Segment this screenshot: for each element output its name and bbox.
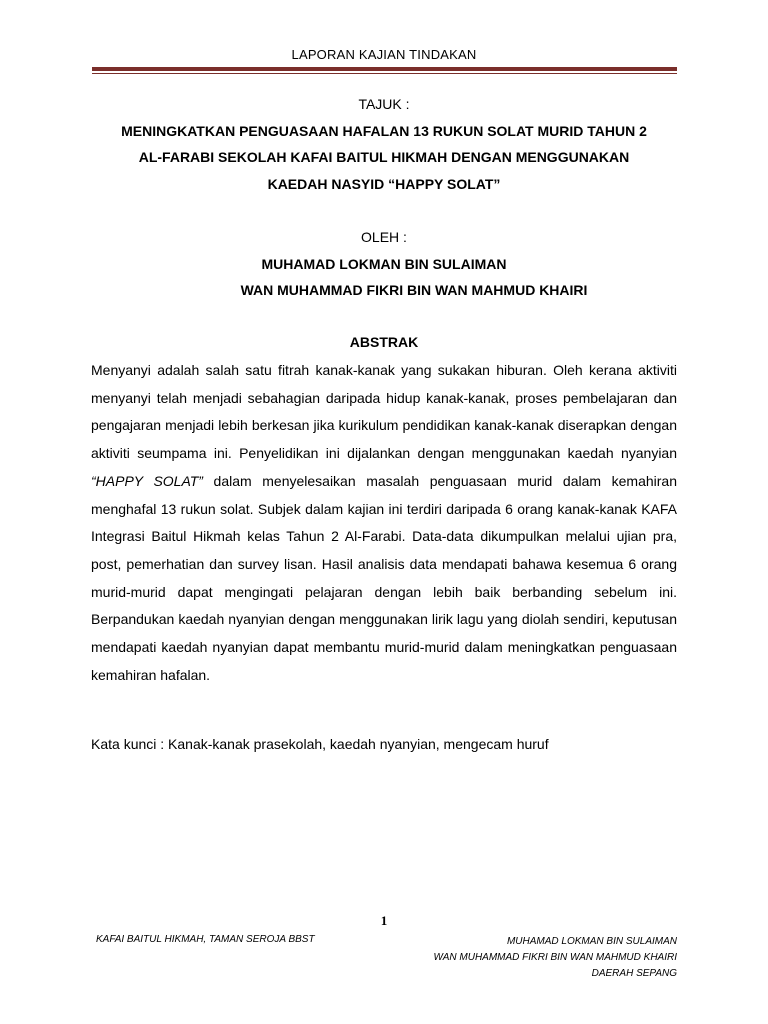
header-rule-thin: [92, 73, 677, 74]
abstract-body: [91, 357, 677, 689]
title-label: TAJUK :: [358, 96, 410, 112]
authors-label: OLEH :: [361, 229, 407, 245]
title-line-1: MENINGKATKAN PENGUASAAN HAFALAN 13 RUKUN SOLAT MURID TAHUN 2: [121, 123, 647, 139]
title-line-2: AL-FARABI SEKOLAH KAFAI BAITUL HIKMAH DENGAN MENGGUNAKAN: [138, 149, 630, 165]
footer-right: [433, 934, 677, 982]
footer-right-line-2: WAN MUHAMMAD FIKRI BIN WAN MAHMUD KHAIRI: [433, 952, 677, 963]
author-name-1: MUHAMAD LOKMAN BIN SULAIMAN: [261, 256, 507, 272]
footer-right-line-1: MUHAMAD LOKMAN BIN SULAIMAN: [506, 936, 677, 947]
abstract-quote: “HAPPY SOLAT”: [91, 472, 203, 489]
abstract-text-part-1: Menyanyi adalah salah satu fitrah kanak-kanak yang sukakan hiburan. Oleh kerana aktiviti menyanyi telah menjadi sebahagian daripada hidup kanak-kanak, proses pembelajaran dan pengajaran menjadi lebih berkesan jika kurikulum pendidikan kanak-kanak diserapkan dengan aktiviti seumpama ini. Penyelidikan ini dijalankan dengan menggunakan kaedah nyanyian: [91, 362, 677, 462]
footer-left: KAFAI BAITUL HIKMAH, TAMAN SEROJA BBST: [96, 934, 315, 945]
running-header: LAPORAN KAJIAN TINDAKAN: [291, 47, 477, 62]
abstract-paragraph: [91, 357, 677, 689]
keywords: Kata kunci : Kanak-kanak prasekolah, kaedah nyanyian, mengecam huruf: [91, 736, 549, 752]
title-line-3: KAEDAH NASYID “HAPPY SOLAT”: [267, 176, 501, 192]
header-rule-thick: [92, 67, 677, 71]
footer-right-line-3: DAERAH SEPANG: [591, 968, 677, 979]
abstract-heading: ABSTRAK: [349, 334, 419, 350]
author-name-2: WAN MUHAMMAD FIKRI BIN WAN MAHMUD KHAIRI: [240, 282, 588, 298]
page-number: 1: [380, 913, 388, 928]
abstract-text-part-2: dalam menyelesaikan masalah penguasaan murid dalam kemahiran menghafal 13 rukun solat. Subjek dalam kajian ini terdiri daripada 6 orang kanak-kanak KAFA Integrasi Baitul Hikmah kelas Tahun 2 Al-Farabi. Data-data dikumpulkan melalui ujian pra, post, pemerhatian dan survey lisan. Hasil analisis data mendapati bahawa kesemua 6 orang murid-murid dapat mengingati pelajaran dengan lebih baik berbanding sebelum ini. Berpandukan kaedah nyanyian dengan menggunakan lirik lagu yang diolah sendiri, keputusan mendapati kaedah nyanyian dapat membantu murid-murid dalam meningkatkan penguasaan kemahiran hafalan.: [91, 472, 677, 683]
